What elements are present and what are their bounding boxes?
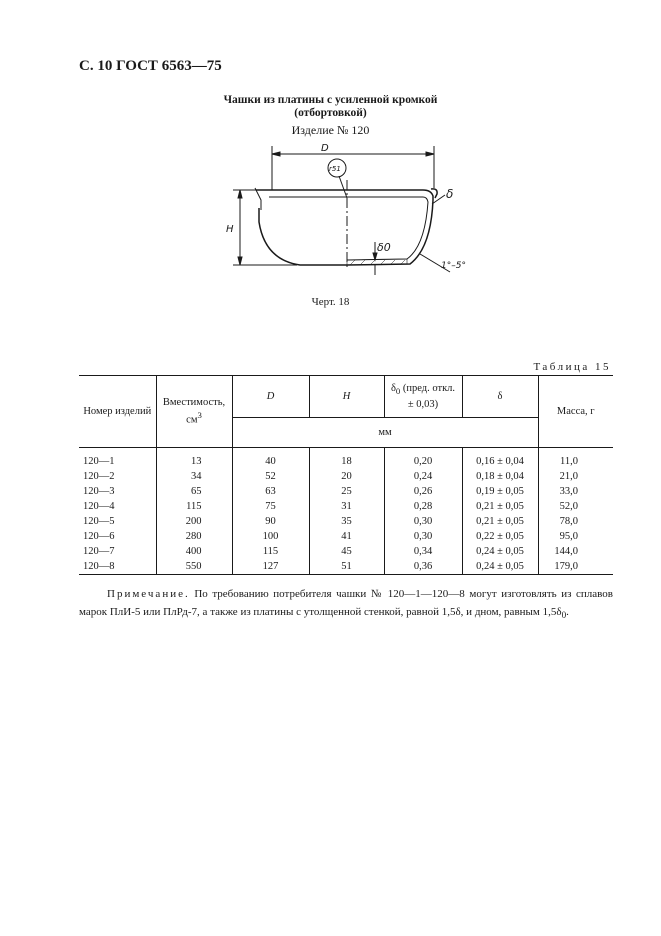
label-delta0: δ0	[377, 241, 391, 254]
table-row	[79, 544, 613, 559]
table-cell: 0,24	[384, 469, 462, 484]
page-header: С. 10 ГОСТ 6563—75	[79, 58, 222, 74]
header-delta0	[384, 376, 462, 418]
table-cell: 51	[309, 559, 384, 575]
table-cell: 45	[309, 544, 384, 559]
table-cell: 63	[232, 484, 309, 499]
table-cell: 52,0	[538, 499, 613, 514]
label-delta: δ	[446, 187, 454, 201]
header-number: Номер изделий	[79, 376, 156, 448]
table-cell: 0,22 ± 0,05	[462, 529, 538, 544]
dish-drawing	[225, 140, 475, 290]
table-cell: 115	[156, 499, 232, 514]
label-angle: 1°–5°	[441, 261, 466, 271]
table-cell: 20	[309, 469, 384, 484]
table-cell: 400	[156, 544, 232, 559]
table-cell: 11,0	[538, 448, 613, 470]
table-cell: 65	[156, 484, 232, 499]
table-cell: 120—1	[79, 448, 156, 470]
table-cell: 0,21 ± 0,05	[462, 499, 538, 514]
header-capacity-label: Вместимость,	[162, 397, 226, 409]
arrow-d-right	[426, 152, 434, 156]
dish-outer	[256, 190, 433, 265]
spec-table	[79, 375, 613, 575]
table-cell: 0,24 ± 0,05	[462, 559, 538, 575]
table-cell: 120—4	[79, 499, 156, 514]
table-cell: 0,34	[384, 544, 462, 559]
table-row	[79, 559, 613, 575]
table-cell: 95,0	[538, 529, 613, 544]
table-cell: 0,30	[384, 514, 462, 529]
table-cell: 41	[309, 529, 384, 544]
product-number: Изделие № 120	[291, 123, 370, 137]
table-cell: 35	[309, 514, 384, 529]
note-text: По требованию потребителя чашки № 120—1—120—8 могут изготовлять из сплавов марок ПлИ-5 или ПлРд-7, а также из платины с утолщенной стенкой, равной 1,5δ, и дном, равным 1,5δ	[79, 588, 613, 618]
table-cell: 13	[156, 448, 232, 470]
table-row	[79, 499, 613, 514]
table-row	[79, 529, 613, 544]
table-cell: 52	[232, 469, 309, 484]
header-d: D	[232, 376, 309, 418]
table-cell: 120—6	[79, 529, 156, 544]
table-cell: 120—7	[79, 544, 156, 559]
table-label: Таблица 15	[533, 361, 611, 373]
arrow-d-left	[272, 152, 280, 156]
header-delta0-sub: 0	[395, 386, 401, 397]
header-h: H	[309, 376, 384, 418]
table-cell: 31	[309, 499, 384, 514]
arrow-h-bottom	[238, 257, 242, 265]
table-cell: 0,19 ± 0,05	[462, 484, 538, 499]
table-cell: 115	[232, 544, 309, 559]
figure-caption: Черт. 18	[311, 296, 350, 308]
table-cell: 200	[156, 514, 232, 529]
note-end: .	[566, 606, 569, 618]
delta-leader	[432, 195, 445, 204]
title-line-2: (отбортовкой)	[294, 107, 367, 119]
table-cell: 21,0	[538, 469, 613, 484]
table-cell: 0,16 ± 0,04	[462, 448, 538, 470]
note-lead: Примечание.	[107, 588, 190, 600]
label-d: D	[321, 143, 329, 154]
note-sub: 0	[561, 610, 567, 621]
table-cell: 120—8	[79, 559, 156, 575]
table-cell: 120—3	[79, 484, 156, 499]
header-delta0-symbol: δ	[390, 382, 396, 394]
table-cell: 144,0	[538, 544, 613, 559]
header-capacity-sup: 3	[197, 410, 202, 421]
table-cell: 90	[232, 514, 309, 529]
table-body	[79, 448, 613, 575]
table-cell: 0,21 ± 0,05	[462, 514, 538, 529]
table-cell: 40	[232, 448, 309, 470]
table-cell: 280	[156, 529, 232, 544]
label-radius: r51	[329, 165, 341, 173]
table-cell: 0,36	[384, 559, 462, 575]
radius-leader	[339, 176, 347, 198]
dish-inner	[269, 197, 428, 260]
table-cell: 25	[309, 484, 384, 499]
drawing-title	[0, 94, 661, 120]
title-line-1: Чашки из платины с усиленной кромкой	[223, 94, 438, 106]
header-unit: мм	[232, 418, 538, 448]
table-cell: 0,28	[384, 499, 462, 514]
table-cell: 0,20	[384, 448, 462, 470]
table-row	[79, 469, 613, 484]
table-cell: 18	[309, 448, 384, 470]
arrow-h-top	[238, 190, 242, 198]
table-row	[79, 514, 613, 529]
table-cell: 120—5	[79, 514, 156, 529]
table-cell: 34	[156, 469, 232, 484]
note-paragraph	[79, 585, 613, 624]
table-row	[79, 448, 613, 470]
arrow-delta0	[373, 253, 377, 260]
header-capacity-unit: см	[186, 414, 198, 426]
spout	[255, 188, 261, 210]
header-delta0-note: (пред. откл. ± 0,03)	[400, 382, 456, 411]
table-cell: 100	[232, 529, 309, 544]
table-row	[79, 484, 613, 499]
table-cell: 75	[232, 499, 309, 514]
table-cell: 179,0	[538, 559, 613, 575]
table-cell: 120—2	[79, 469, 156, 484]
header-delta: δ	[462, 376, 538, 418]
table-cell: 33,0	[538, 484, 613, 499]
table-cell: 0,24 ± 0,05	[462, 544, 538, 559]
label-h: H	[226, 224, 234, 235]
table-cell: 550	[156, 559, 232, 575]
table-cell: 0,30	[384, 529, 462, 544]
table-cell: 127	[232, 559, 309, 575]
header-mass: Масса, г	[538, 376, 613, 448]
header-capacity	[156, 376, 232, 448]
table-cell: 78,0	[538, 514, 613, 529]
table-cell: 0,18 ± 0,04	[462, 469, 538, 484]
table-cell: 0,26	[384, 484, 462, 499]
